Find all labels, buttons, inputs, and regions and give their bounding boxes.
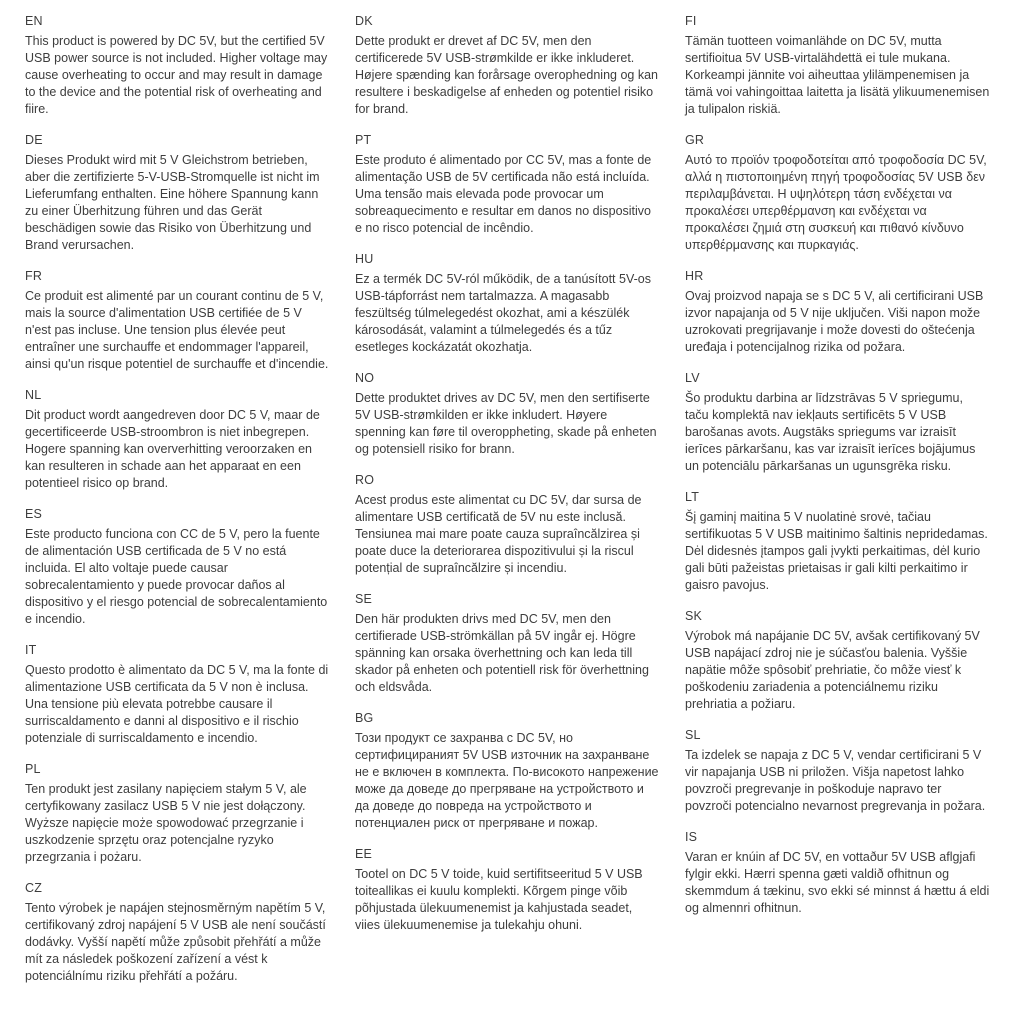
notice-text: This product is powered by DC 5V, but the certified 5V USB power source is not included. Higher voltage may cause overheating to occur and may result in damage to the device and the potential risk of overheating and fiire. [25, 34, 328, 116]
language-code: PT [355, 133, 372, 147]
language-section-es [25, 506, 330, 628]
language-code: IS [685, 830, 698, 844]
notice-text: Този продукт се захранва с DC 5V, но сертифицираният 5V USB източник на захранване не е включен в комплекта. По-високото напрежение може да доведе до прегряване на устройството и да доведе до повреда на устройството и потенциален риск от прегряване и пожар. [355, 731, 659, 830]
language-code: GR [685, 133, 705, 147]
language-section-pl [25, 761, 330, 866]
language-code: SK [685, 609, 703, 623]
language-section-sl [685, 727, 990, 815]
notice-text: Tämän tuotteen voimanlähde on DC 5V, mutta sertifioitua 5V USB-virtalähdettä ei tule mukana. Korkeampi jännite voi aiheuttaa ylilämpenemisen ja tämä voi vahingoittaa laitetta ja lisätä ylikuumenemisen ja tulipalon riskiä. [685, 34, 990, 116]
notice-column-2 [355, 13, 660, 999]
notice-text: Ta izdelek se napaja z DC 5 V, vendar certificirani 5 V vir napajanja USB ni priložen. Višja napetost lahko povzroči pregrevanje in poškoduje napravo ter povzroči potencialno nevarnost pregrevanja in požara. [685, 748, 986, 813]
language-code: HR [685, 269, 704, 283]
language-code: LV [685, 371, 700, 385]
language-section-en [25, 13, 330, 118]
notice-text: Tento výrobek je napájen stejnosměrným napětím 5 V, certifikovaný zdroj napájení 5 V USB ale není součástí dodávky. Vyšší napětí může způsobit přehřátí a může mít za následek poškození zařízení a vést k potenciálnímu riziku přehřátí a požáru. [25, 901, 326, 983]
language-section-dk [355, 13, 660, 118]
notice-text: Este producto funciona con CC de 5 V, pero la fuente de alimentación USB certificada de 5 V no está incluida. El alto voltaje puede causar sobrecalentamiento y puede provocar daños al dispositivo y el riesgo potencial de sobrecalentamiento e incendio. [25, 527, 328, 626]
language-section-ro [355, 472, 660, 577]
language-section-se [355, 591, 660, 696]
notice-text: Questo prodotto è alimentato da DC 5 V, ma la fonte di alimentazione USB certificata da 5 V non è inclusa. Una tensione più elevata potrebbe causare il surriscaldamento e danni al dispositivo e il rischio potenziale di surriscaldamento e incendio. [25, 663, 329, 745]
language-section-bg [355, 710, 660, 832]
language-section-ee [355, 846, 660, 934]
language-code: FI [685, 14, 697, 28]
language-code: RO [355, 473, 375, 487]
notice-text: Acest produs este alimentat cu DC 5V, dar sursa de alimentare USB certificată de 5V nu este inclusă. Tensiunea mai mare poate cauza supraîncălzirea și poate duce la deteriorarea dispozitivului și la riscul potențial de supraîncălzire și incendiu. [355, 493, 642, 575]
language-section-is [685, 829, 990, 917]
notice-text: Dette produkt er drevet af DC 5V, men den certificerede 5V USB-strømkilde er ikke inkluderet. Højere spænding kan forårsage overophedning og kan resultere i beskadigelse af enheden og potentiel risiko for brand. [355, 34, 658, 116]
notice-column-3 [685, 13, 990, 999]
notice-text: Šo produktu darbina ar līdzstrāvas 5 V spriegumu, taču komplektā nav iekļauts sertificēts 5 V USB barošanas avots. Augstāks spriegums var izraisīt ierīces pārkaršanu, kas var izraisīt ierīces bojājumus un potenciālu pārkaršanas un ugunsgrēka risku. [685, 391, 976, 473]
language-code: EE [355, 847, 373, 861]
notice-text: Den här produkten drivs med DC 5V, men den certifierade USB-strömkällan på 5V ingår ej. Högre spänning kan orsaka överhettning och kan leda till skador på enheten och potentiell risk för överhettning och eldsvåda. [355, 612, 649, 694]
language-section-nl [25, 387, 330, 492]
language-code: PL [25, 762, 41, 776]
notice-text: Varan er knúin af DC 5V, en vottaður 5V USB aflgjafi fylgir ekki. Hærri spenna gæti valdið ofhitnun og skemmdum á tækinu, svo ekki sé minnst á hættu á eldi og almennri ofhitnun. [685, 850, 990, 915]
language-section-it [25, 642, 330, 747]
language-code: HU [355, 252, 374, 266]
language-section-hr [685, 268, 990, 356]
language-section-fi [685, 13, 990, 118]
language-code: BG [355, 711, 374, 725]
language-code: CZ [25, 881, 43, 895]
language-code: EN [25, 14, 43, 28]
language-section-cz [25, 880, 330, 985]
language-code: LT [685, 490, 700, 504]
notice-text: Dieses Produkt wird mit 5 V Gleichstrom betrieben, aber die zertifizierte 5-V-USB-Stromquelle ist nicht im Lieferumfang enthalten. Eine höhere Spannung kann zu einer Überhitzung führen und das Gerät beschädigen sowie das Risiko von Überhitzung und Brand verursachen. [25, 153, 320, 252]
notice-text: Ten produkt jest zasilany napięciem stałym 5 V, ale certyfikowany zasilacz USB 5 V nie jest dołączony. Wyższe napięcie może spowodować przegrzanie i uszkodzenie sprzętu oraz potencjalne ryzyko przegrzania i pożaru. [25, 782, 307, 864]
language-section-gr [685, 132, 990, 254]
notice-text: Ce produit est alimenté par un courant continu de 5 V, mais la source d'alimentation USB certifiée de 5 V n'est pas incluse. Une tension plus élevée peut entraîner une surchauffe et endommager l'appareil, ainsi qu'un risque potentiel de surchauffe et d'incendie. [25, 289, 329, 371]
language-code: DE [25, 133, 43, 147]
language-section-lt [685, 489, 990, 594]
notice-text: Este produto é alimentado por CC 5V, mas a fonte de alimentação USB de 5V certificada não está incluída. Uma tensão mais elevada pode provocar um sobreaquecimento e resultar em danos no dispositivo e no risco potencial de incêndio. [355, 153, 652, 235]
notice-text: Αυτό το προϊόν τροφοδοτείται από τροφοδοσία DC 5V, αλλά η πιστοποιημένη πηγή τροφοδοσίας 5V USB δεν περιλαμβάνεται. Η υψηλότερη τάση ενδέχεται να προκαλέσει υπερθέρμανση και ενδέχεται να προκαλέσει ζημιά στη συσκευή και πιθανό κίνδυνο υπερθέρμανσης και πυρκαγιάς. [685, 153, 987, 252]
notice-text: Dette produktet drives av DC 5V, men den sertifiserte 5V USB-strømkilden er ikke inkludert. Høyere spenning kan føre til overoppheting, skade på enheten og potensiell risiko for brann. [355, 391, 657, 456]
language-code: NO [355, 371, 375, 385]
language-section-fr [25, 268, 330, 373]
language-section-hu [355, 251, 660, 356]
notice-column-1 [25, 13, 330, 999]
language-section-de [25, 132, 330, 254]
language-code: FR [25, 269, 43, 283]
language-code: ES [25, 507, 43, 521]
notice-text: Šį gaminį maitina 5 V nuolatinė srovė, tačiau sertifikuotas 5 V USB maitinimo šaltinis nepridedamas. Dėl didesnės įtampos gali įvykti perkaitimas, dėl kurio gali būti pažeistas prietaisas ir gali kilti perkaitimo ir gaisro pavojus. [685, 510, 988, 592]
language-section-sk [685, 608, 990, 713]
notice-text: Ovaj proizvod napaja se s DC 5 V, ali certificirani USB izvor napajanja od 5 V nije uključen. Viši napon može uzrokovati pregrijavanje i može dovesti do oštećenja uređaja i potencijalnog rizika od požara. [685, 289, 984, 354]
notice-text: Tootel on DC 5 V toide, kuid sertifitseeritud 5 V USB toiteallikas ei kuulu komplekti. Kõrgem pinge võib põhjustada ülekuumenemist ja kahjustada seadet, viies ülekuumenemise ja tulekahju ohuni. [355, 867, 643, 932]
language-code: IT [25, 643, 37, 657]
notice-text: Výrobok má napájanie DC 5V, avšak certifikovaný 5V USB napájací zdroj nie je súčasťou balenia. Vyššie napätie môže spôsobiť prehriatie, čo môže viesť k poškodeniu zariadenia a potenciálnemu riziku prehriatia a požiaru. [685, 629, 980, 711]
language-code: NL [25, 388, 42, 402]
language-section-no [355, 370, 660, 458]
notice-text: Ez a termék DC 5V-ról működik, de a tanúsított 5V-os USB-tápforrást nem tartalmazza. A magasabb feszültség túlmelegedést okozhat, ami a készülék károsodását, valamint a túlmelegedés és a tűz esetleges kockázatát okozhatja. [355, 272, 651, 354]
notice-text: Dit product wordt aangedreven door DC 5 V, maar de gecertificeerde USB-stroombron is niet inbegrepen. Hogere spanning kan oververhitting veroorzaken en kan resulteren in schade aan het apparaat en een potentieel risico op brand. [25, 408, 320, 490]
language-code: SL [685, 728, 701, 742]
language-section-lv [685, 370, 990, 475]
language-section-pt [355, 132, 660, 237]
language-code: SE [355, 592, 373, 606]
language-code: DK [355, 14, 373, 28]
